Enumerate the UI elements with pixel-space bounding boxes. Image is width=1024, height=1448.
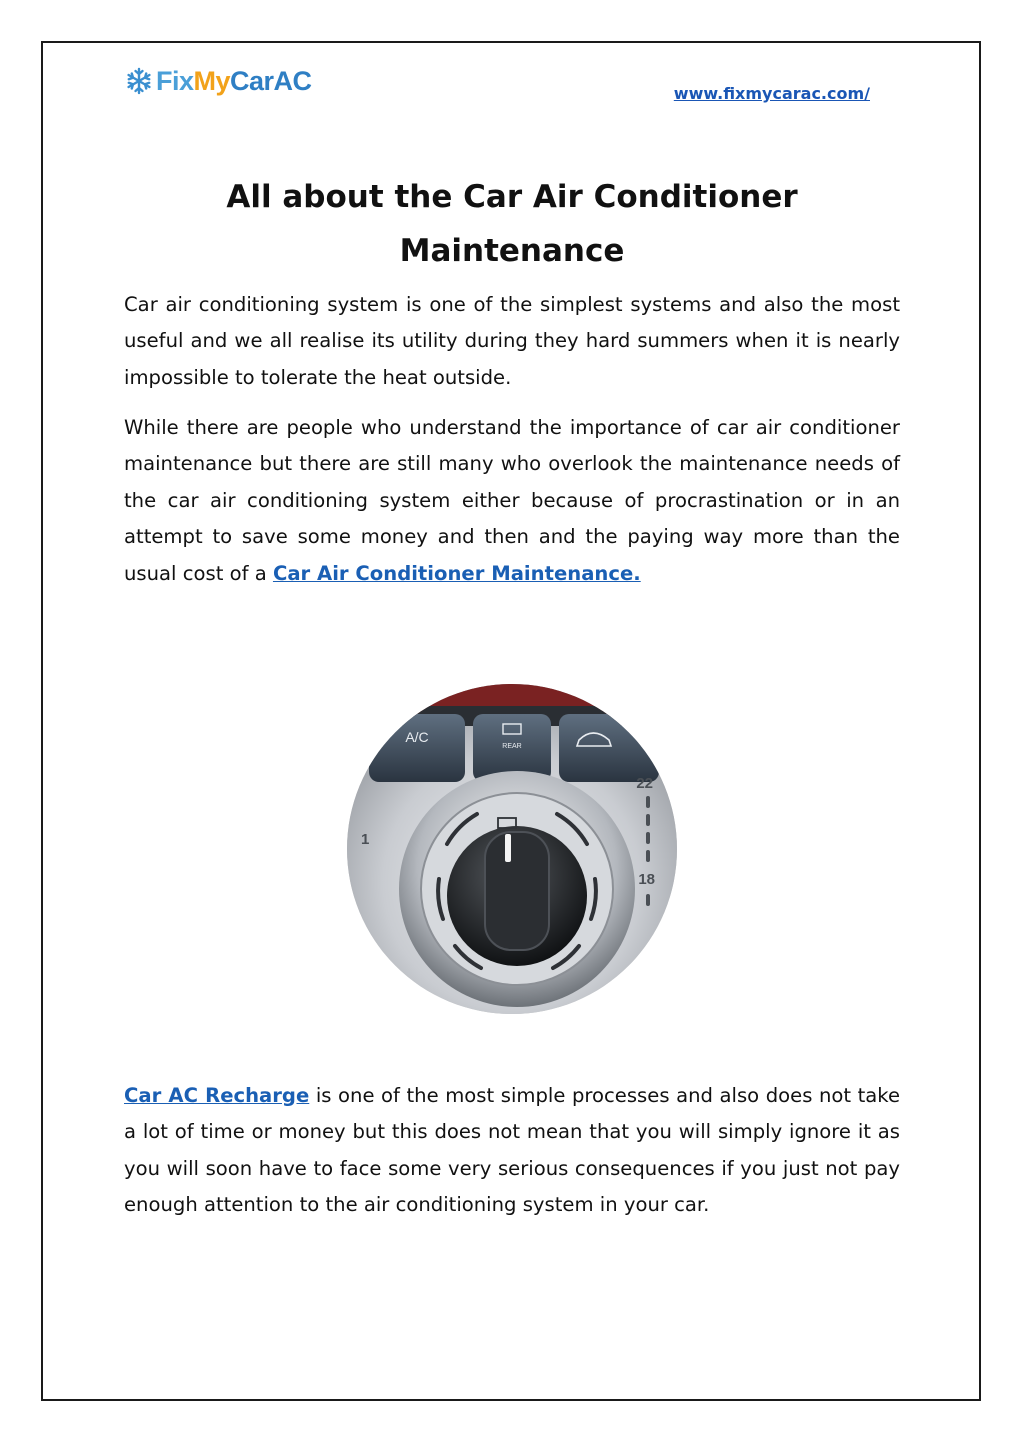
- fan-1-label: 1: [361, 831, 370, 848]
- ac-button-label: A/C: [405, 729, 429, 745]
- logo-text-carac: CarAC: [230, 65, 312, 96]
- car-ac-maintenance-link[interactable]: Car Air Conditioner Maintenance.: [272, 561, 641, 585]
- paragraph-recharge: [124, 1078, 900, 1224]
- paragraph-maintenance: [124, 410, 900, 592]
- logo-text-my: My: [193, 65, 231, 96]
- paragraph-intro: Car air conditioning system is one of the simplest systems and also the most useful and we all realise its utility during they hard summers when it is nearly impossible to tolerate the heat outside.: [124, 293, 900, 389]
- paragraph-recharge-text: is one of the most simple processes and also does not take a lot of time or money but this does not mean that you will simply ignore it as you will soon have to face some very serious consequences if you just not pay enough attention to the air conditioning system in your car.: [124, 1084, 900, 1217]
- ac-control-illustration: [347, 684, 677, 1014]
- rear-button-label: REAR: [502, 743, 522, 750]
- logo-text-fix: Fix: [156, 65, 194, 96]
- car-ac-recharge-link[interactable]: Car AC Recharge: [124, 1084, 310, 1107]
- temp-18-label: 18: [638, 871, 655, 888]
- page-title: All about the Car Air Conditioner Maintenance: [226, 179, 798, 269]
- website-link[interactable]: www.fixmycarac.com/: [673, 84, 870, 103]
- car-ac-control-photo: [347, 684, 677, 1014]
- snowflake-icon: [125, 67, 153, 95]
- fixmycarac-logo[interactable]: [125, 62, 312, 100]
- paragraph-maintenance-text: While there are people who understand the importance of car air conditioner maintenance but there are still many who overlook the maintenance needs of the car air conditioning system either because of procrastination or in an attempt to save some money and then and the paying way more than the usual cost of a: [124, 416, 900, 585]
- temp-22-label: 22: [636, 775, 653, 792]
